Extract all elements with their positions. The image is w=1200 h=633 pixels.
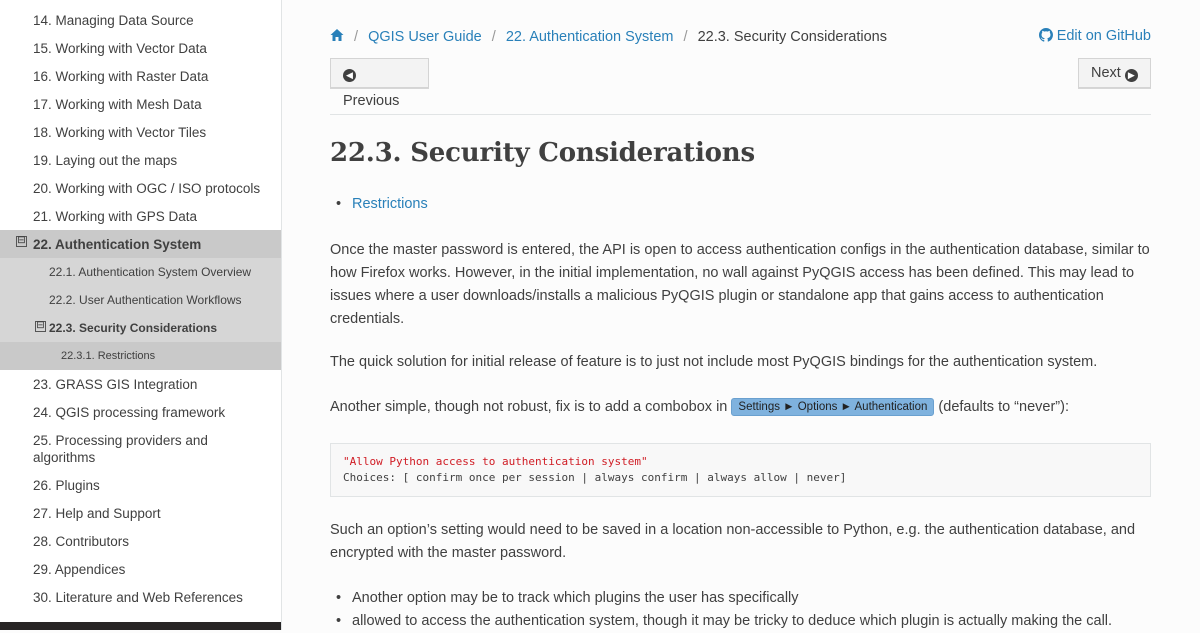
breadcrumb	[330, 28, 1151, 48]
sidebar-item-processing-providers[interactable]: 25. Processing providers and algorithms	[33, 433, 208, 465]
breadcrumb-separator: /	[683, 29, 688, 45]
sidebar-item-contributors[interactable]: 28. Contributors	[33, 534, 130, 549]
sidebar-navigation	[0, 0, 282, 630]
paragraph: The quick solution for initial release of feature is to just not include most PyQGIS bindings for the authentication system.	[330, 354, 1098, 370]
breadcrumb-qgis-user-guide[interactable]: QGIS User Guide	[368, 29, 482, 45]
paragraph-text: (defaults to “never”):	[938, 399, 1069, 415]
sidebar-item-help-support[interactable]: 27. Help and Support	[33, 506, 161, 521]
sidebar-toc	[0, 7, 281, 611]
sidebar-item-literature-references[interactable]: 30. Literature and Web References	[33, 590, 243, 605]
arrow-right-circle-icon: ▶	[1125, 69, 1138, 82]
home-icon	[330, 28, 344, 42]
paragraph-text: Another simple, though not robust, fix is to add a combobox in	[330, 399, 728, 415]
sidebar-item-label: 22.3. Security Considerations	[49, 321, 218, 335]
github-icon	[1039, 28, 1053, 42]
divider	[330, 114, 1151, 115]
edit-on-github-link[interactable]	[1039, 28, 1151, 44]
sidebar-item-label: 22. Authentication System	[33, 237, 202, 252]
local-toc	[330, 196, 428, 212]
collapse-icon[interactable]: ⊟	[36, 320, 45, 331]
sidebar-item-auth-workflows[interactable]: 22.2. User Authentication Workflows	[0, 286, 281, 314]
paragraph	[330, 396, 1151, 419]
breadcrumb-authentication-system[interactable]: 22. Authentication System	[505, 29, 674, 45]
list-item: • Another option may be to track which plugins the user has specifically	[330, 587, 1151, 610]
local-toc-item	[330, 196, 428, 212]
paragraph: Such an option’s setting would need to be saved in a location non-accessible to Python, e.g. the authentication database, and encrypted with the master password.	[330, 522, 1136, 561]
sidebar-item-security-considerations[interactable]	[0, 314, 281, 342]
arrow-left-circle-icon: ◀	[343, 69, 356, 82]
sidebar-item-vector-data[interactable]: 15. Working with Vector Data	[33, 41, 207, 56]
sidebar-item-managing-data-source[interactable]: 14. Managing Data Source	[33, 13, 194, 28]
sidebar-item-appendices[interactable]: 29. Appendices	[33, 562, 126, 577]
sidebar-item-vector-tiles[interactable]: 18. Working with Vector Tiles	[33, 125, 207, 140]
version-selector-bar[interactable]	[0, 622, 281, 630]
collapse-icon[interactable]: ⊟	[17, 235, 26, 246]
sidebar-item-ogc-iso[interactable]: 20. Working with OGC / ISO protocols	[33, 181, 261, 196]
edit-on-github-label: Edit on GitHub	[1056, 28, 1151, 44]
sidebar-item-mesh-data[interactable]: 17. Working with Mesh Data	[33, 97, 202, 112]
home-link[interactable]	[330, 29, 348, 45]
breadcrumb-separator: /	[354, 29, 359, 45]
sidebar-item-laying-out-maps[interactable]: 19. Laying out the maps	[33, 153, 178, 168]
sidebar-item-plugins[interactable]: 26. Plugins	[33, 478, 100, 493]
sidebar-item-gps-data[interactable]: 21. Working with GPS Data	[33, 209, 198, 224]
restrictions-link[interactable]: Restrictions	[352, 196, 428, 212]
list-item: • allowed to access the authentication system, though it may be tricky to deduce which plugin is actually making the call.	[330, 610, 1151, 633]
next-label: Next	[1091, 65, 1121, 81]
page-title: 22.3. Security Considerations	[330, 138, 755, 168]
sidebar-item-restrictions[interactable]: 22.3.1. Restrictions	[0, 342, 281, 370]
sidebar-item-raster-data[interactable]: 16. Working with Raster Data	[33, 69, 209, 84]
paragraph: Once the master password is entered, the API is open to access authentication configs in the authentication database, similar to how Firefox works. However, in the initial implementation, no wall against PyQGIS access has been defined. This may lead to issues where a user downloads/installs a malicious PyQGIS plugin or standalone app that gains access to authentication credentials.	[330, 242, 1150, 327]
next-button[interactable]	[1078, 58, 1151, 88]
breadcrumb-separator: /	[491, 29, 496, 45]
breadcrumb-current: 22.3. Security Considerations	[697, 29, 887, 45]
previous-label: Previous	[343, 93, 400, 109]
previous-button[interactable]	[330, 58, 429, 109]
sidebar-item-authentication-system[interactable]	[0, 230, 281, 258]
sidebar-item-processing-framework[interactable]: 24. QGIS processing framework	[33, 405, 226, 420]
sidebar-item-grass-gis[interactable]: 23. GRASS GIS Integration	[33, 377, 198, 392]
menu-selection-badge: Settings ► Options ► Authentication	[731, 398, 934, 416]
code-block	[330, 443, 1151, 497]
code-line: Choices: [ confirm once per session | always confirm | always allow | never]	[343, 471, 847, 484]
bullet-list	[330, 587, 1151, 633]
code-line: "Allow Python access to authentication system"	[343, 455, 648, 468]
sidebar-item-auth-overview[interactable]: 22.1. Authentication System Overview	[0, 258, 281, 286]
